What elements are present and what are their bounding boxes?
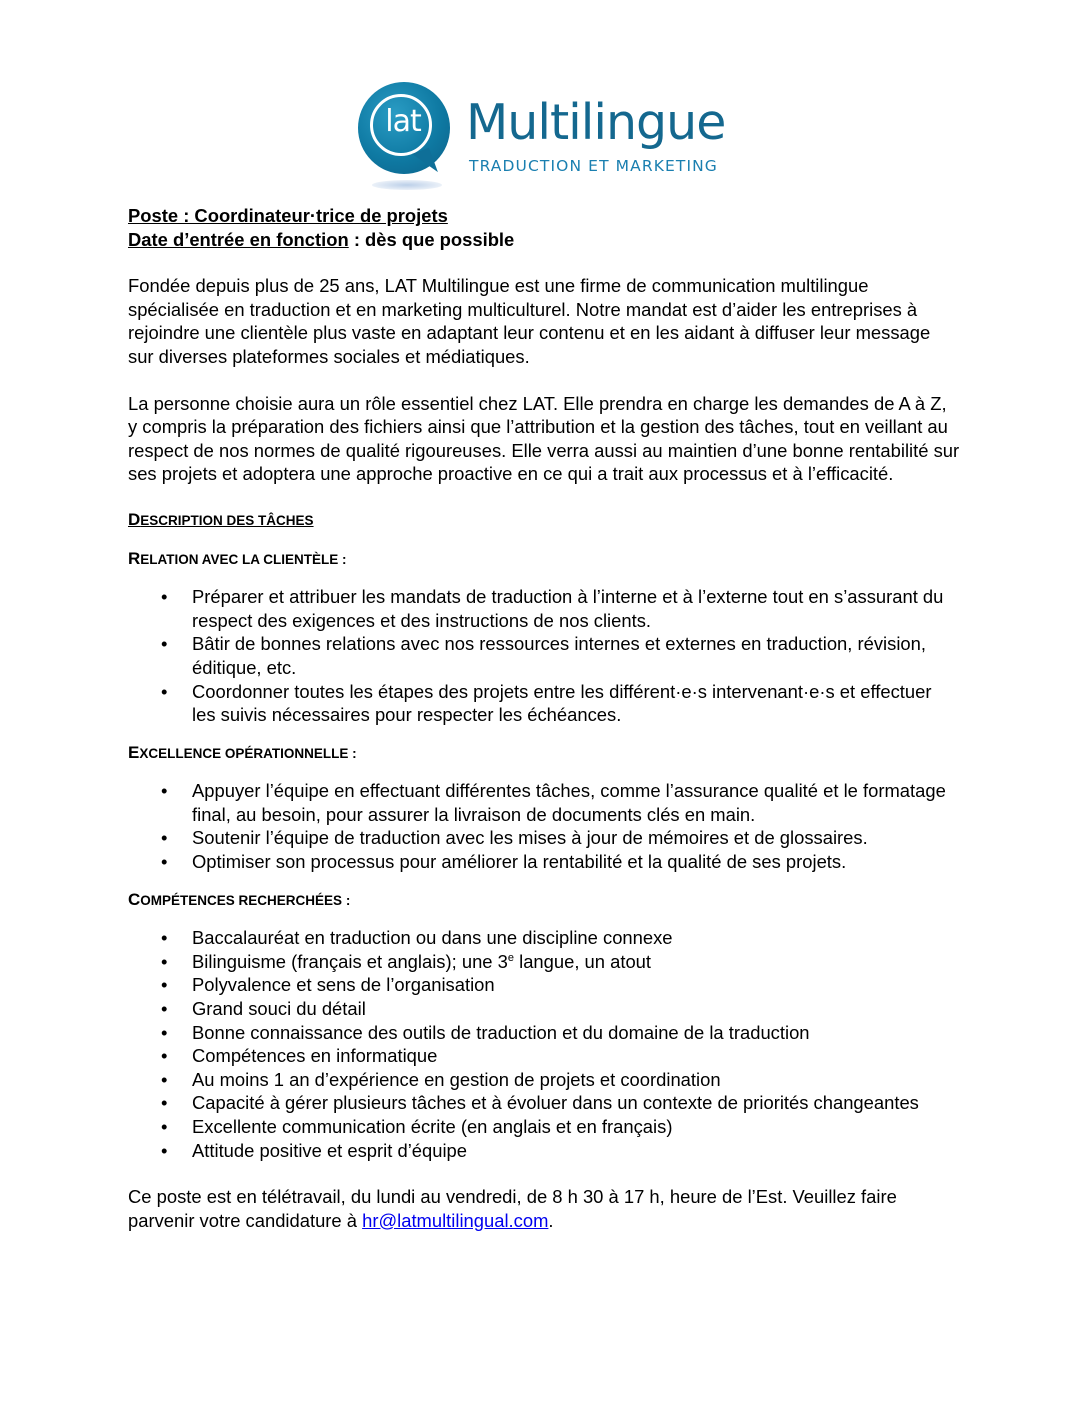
list-item: • Au moins 1 an d’expérience en gestion de projets et coordination (128, 1068, 960, 1092)
client-relations-list (128, 585, 960, 727)
list-item: • Capacité à gérer plusieurs tâches et à évoluer dans un contexte de priorités changeantes (128, 1091, 960, 1115)
skills-list (128, 926, 960, 1162)
logo-mark: lat (385, 104, 421, 139)
heading-rest: XCELLENCE OPÉRATIONNELLE : (139, 745, 357, 761)
logo-tagline: TRADUCTION ET MARKETING (469, 157, 718, 175)
heading-rest: OMPÉTENCES RECHERCHÉES : (140, 892, 351, 908)
closing-paragraph (128, 1185, 960, 1232)
heading-rest: ESCRIPTION DES TÂCHES (140, 512, 314, 528)
list-item: • Appuyer l’équipe en effectuant différentes tâches, comme l’assurance qualité et le formatage final, au besoin, pour assurer la livraison de documents clés en main. (128, 779, 960, 826)
section-heading-client-relations (128, 547, 960, 572)
logo-shadow (372, 180, 442, 190)
start-date (128, 228, 960, 252)
document-body (128, 204, 960, 1232)
list-item: • Bonne connaissance des outils de traduction et du domaine de la traduction (128, 1021, 960, 1045)
list-item (128, 950, 960, 974)
list-item: • Coordonner toutes les étapes des projets entre les différent·e·s intervenant·e·s et effectuer les suivis nécessaires pour respecter les échéances. (128, 680, 960, 727)
superscript: e (507, 951, 514, 964)
list-item: • Baccalauréat en traduction ou dans une discipline connexe (128, 926, 960, 950)
heading-initial: C (128, 889, 141, 909)
list-item: • Compétences en informatique (128, 1044, 960, 1068)
list-item: • Soutenir l’équipe de traduction avec les mises à jour de mémoires et de glossaires. (128, 826, 960, 850)
section-heading-skills (128, 888, 960, 913)
section-heading-operational-excellence (128, 741, 960, 766)
closing-text: Ce poste est en télétravail, du lundi au vendredi, de 8 h 30 à 17 h, heure de l’Est. Veuillez faire parvenir votre candidature à (128, 1186, 897, 1231)
list-item: • Bâtir de bonnes relations avec nos ressources internes et externes en traduction, révision, éditique, etc. (128, 632, 960, 679)
list-item: • Optimiser son processus pour améliorer la rentabilité et la qualité de ses projets. (128, 850, 960, 874)
intro-paragraph-2: La personne choisie aura un rôle essentiel chez LAT. Elle prendra en charge les demandes de A à Z, y compris la préparation des fichiers ainsi que l’attribution et la gestion des tâches, tout en veillant au respect de nos normes de qualité rigoureuses. Elle verra aussi au maintien d’une bonne rentabilité sur ses projets et adoptera une approche proactive en ce qui a trait aux processus et à l’efficacité. (128, 392, 960, 485)
list-item-text: Bilinguisme (français et anglais); une 3 (192, 950, 508, 972)
speech-bubble-icon (358, 82, 450, 174)
job-title: Poste : Coordinateur·trice de projets (128, 205, 448, 226)
list-item: • Préparer et attribuer les mandats de traduction à l’interne et à l’externe tout en s’assurant du respect des exigences et des instructions de nos clients. (128, 585, 960, 632)
list-item: • Polyvalence et sens de l’organisation (128, 973, 960, 997)
heading-initial: D (128, 509, 141, 529)
heading-initial: R (128, 548, 141, 568)
list-item: • Grand souci du détail (128, 997, 960, 1021)
logo-name: Multilingue (466, 94, 726, 151)
intro-paragraph-1: Fondée depuis plus de 25 ans, LAT Multilingue est une firme de communication multilingue spécialisée en traduction et en marketing multiculturel. Notre mandat est d’aider les entreprises à rejoindre une clientèle plus vaste en adaptant leur contenu et en les aidant à diffuser leur message sur diverses plateformes sociales et médiatiques. (128, 275, 931, 367)
closing-period: . (548, 1209, 554, 1231)
list-item-text: langue, un atout (514, 950, 652, 972)
start-date-value: : dès que possible (348, 228, 515, 250)
heading-rest: ELATION AVEC LA CLIENTÈLE : (140, 551, 347, 567)
operational-excellence-list (128, 779, 960, 873)
heading-initial: E (128, 742, 140, 762)
list-item: • Attitude positive et esprit d’équipe (128, 1139, 960, 1163)
company-logo (358, 82, 728, 192)
list-item: • Excellente communication écrite (en anglais et en français) (128, 1115, 960, 1139)
email-link[interactable]: hr@latmultilingual.com (362, 1209, 549, 1231)
description-heading (128, 508, 960, 533)
start-date-label: Date d’entrée en fonction (128, 228, 349, 250)
